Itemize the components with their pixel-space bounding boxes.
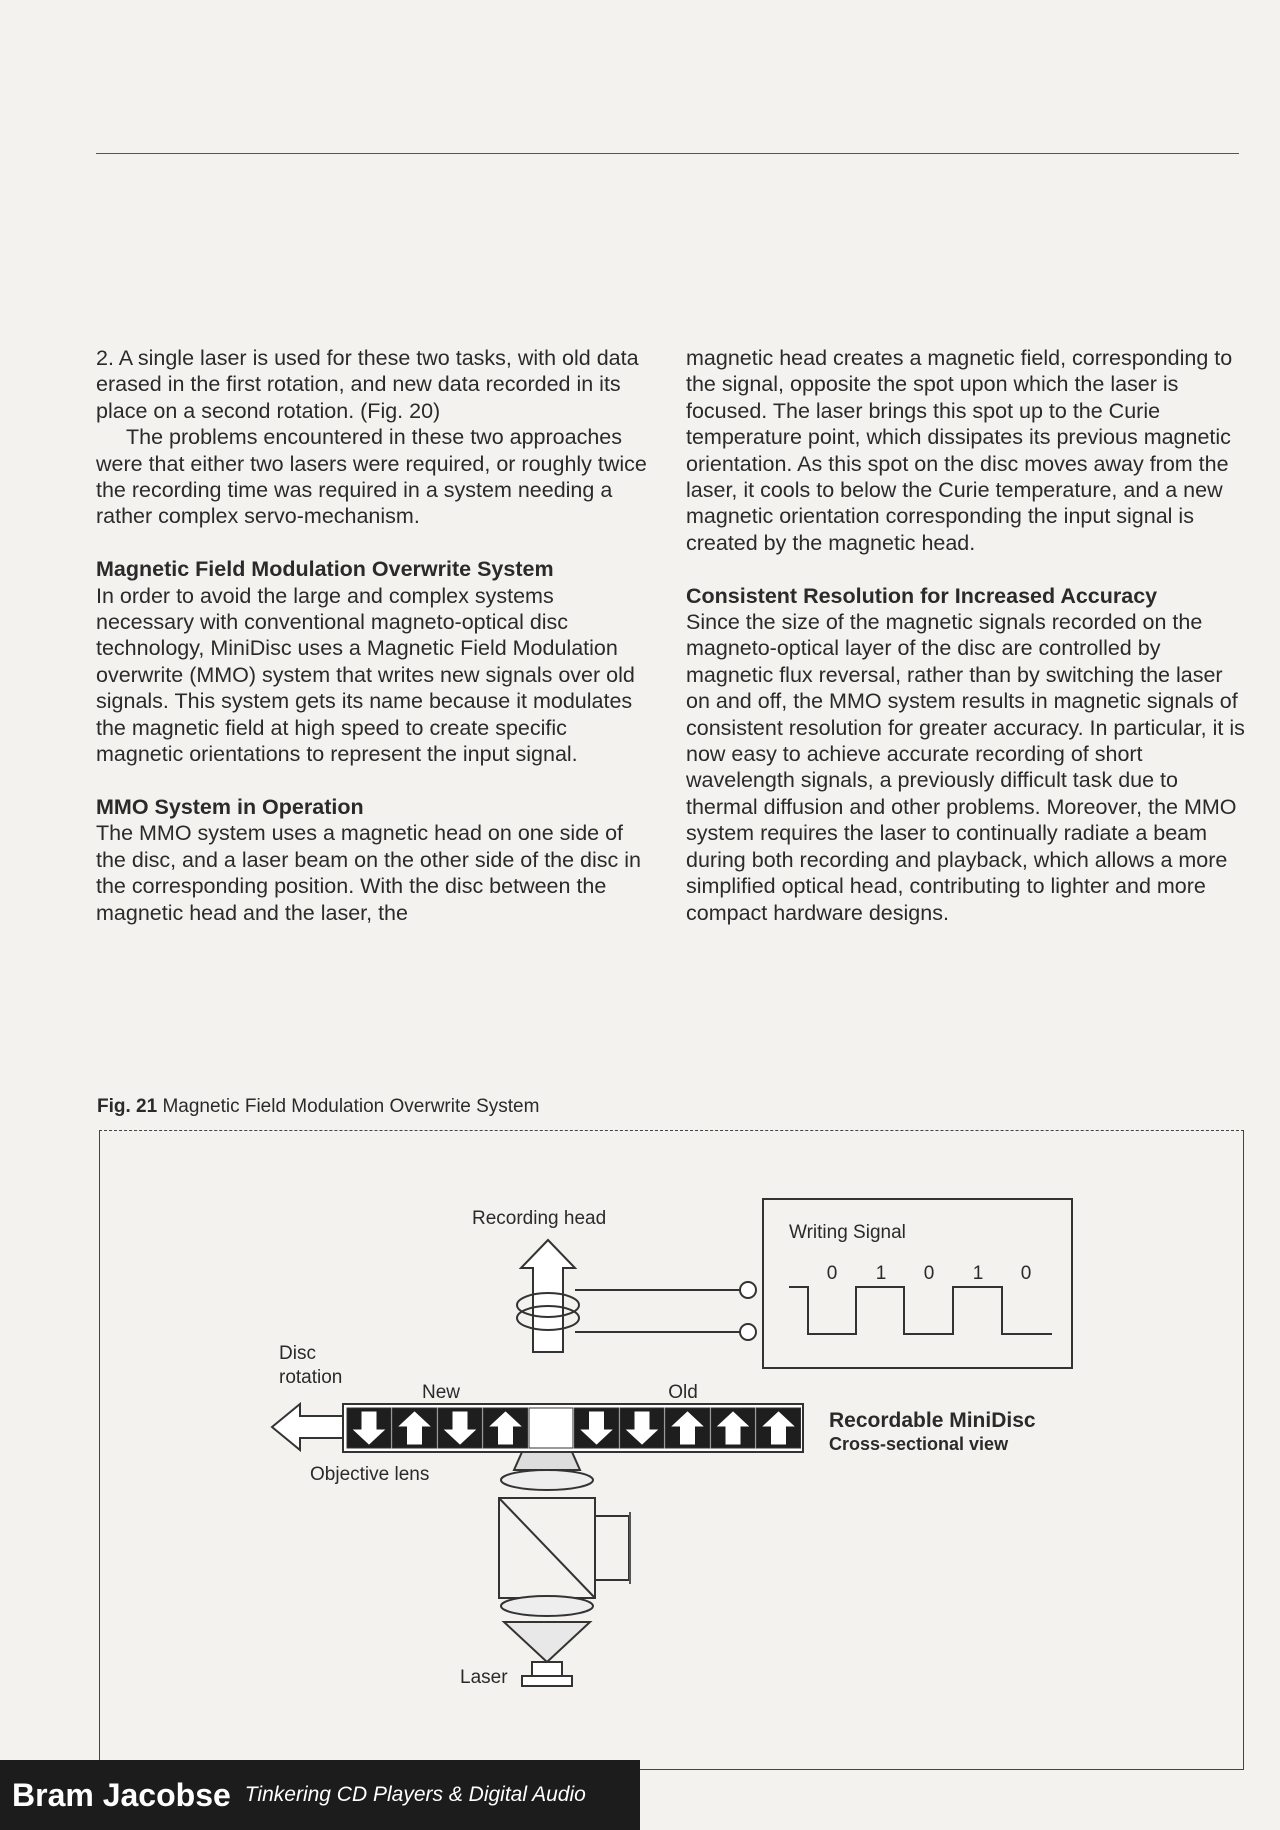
disc-rotation-label: rotation	[279, 1367, 343, 1388]
paragraph: magnetic head creates a magnetic field, corresponding to the signal, opposite the spot upon which the laser is focused. The laser brings this spot up to the Curie temperature point, which dissipates its previous magnetic orientation. As this spot on the disc moves away from the laser, it cools to below the Curie temperature, and a new magnetic orientation corresponding the input signal is created by the magnetic head.	[686, 346, 1233, 555]
section-heading: Magnetic Field Modulation Overwrite System	[96, 557, 554, 582]
laser-icon	[532, 1662, 562, 1676]
lens-icon	[501, 1596, 593, 1616]
author-name: Bram Jacobse	[12, 1776, 231, 1813]
objective-lens-icon	[514, 1452, 580, 1470]
laser-beam-icon	[504, 1622, 590, 1662]
disc-title: Recordable MiniDisc	[829, 1409, 1036, 1432]
laser-label: Laser	[460, 1667, 508, 1688]
footer-banner	[0, 1760, 640, 1830]
terminal-icon	[740, 1282, 756, 1298]
paragraph: In order to avoid the large and complex systems necessary with conventional magneto-optical disc technology, MiniDisc uses a Magnetic Field Modulation overwrite (MMO) system that writes new signals over old signals. This system gets its name because it modulates the magnetic field at high speed to create specific magnetic orientations to represent the input signal.	[96, 583, 635, 767]
bit-label: 0	[826, 1263, 838, 1284]
paragraph: Since the size of the magnetic signals recorded on the magneto-optical layer of the disc are controlled by magnetic flux reversal, rather than by switching the laser on and off, the MMO system results in magnetic signals of consistent resolution for greater accuracy. In particular, it is now easy to achieve accurate recording of short wavelength signals, a previously difficult task due to thermal diffusion and other problems. Moreover, the MMO system requires the laser to continually radiate a beam during both recording and playback, which allows a more simplified optical head, contributing to lighter and more compact hardware designs.	[686, 610, 1245, 925]
laser-base	[522, 1676, 572, 1686]
figure-title: Magnetic Field Modulation Overwrite System	[162, 1096, 540, 1117]
terminal-icon	[740, 1324, 756, 1340]
old-label: Old	[668, 1382, 698, 1403]
figure-number: Fig. 21	[97, 1096, 158, 1117]
section-heading: Consistent Resolution for Increased Accuracy	[686, 583, 1158, 608]
beam-splitter-icon	[499, 1498, 595, 1598]
detector-icon	[595, 1516, 629, 1580]
domain-cell	[529, 1408, 573, 1448]
tagline: Tinkering CD Players & Digital Audio	[244, 1783, 586, 1806]
paragraph: The problems encountered in these two approaches were that either two lasers were required, or roughly twice the recording time was required in a system needing a rather complex servo-mechanism.	[96, 425, 647, 529]
rotation-arrow-icon	[272, 1404, 343, 1450]
bit-label: 1	[972, 1263, 984, 1284]
lens-icon	[501, 1470, 593, 1490]
square-wave	[789, 1287, 1052, 1334]
bit-label: 0	[923, 1263, 935, 1284]
disc-subtitle: Cross-sectional view	[829, 1434, 1009, 1454]
objective-lens-label: Objective lens	[310, 1464, 430, 1485]
paragraph: The MMO system uses a magnetic head on one side of the disc, and a laser beam on the other side of the disc in the corresponding position. With the disc between the magnetic head and the laser, the	[96, 821, 641, 925]
bit-label: 0	[1020, 1263, 1032, 1284]
paragraph: 2. A single laser is used for these two tasks, with old data erased in the first rotation, and new data recorded in its place on a second rotation. (Fig. 20)	[96, 346, 639, 423]
writing-signal-label: Writing Signal	[789, 1222, 906, 1243]
bit-label: 1	[875, 1263, 887, 1284]
recording-head-label: Recording head	[472, 1208, 607, 1229]
detector-edge	[629, 1512, 631, 1584]
new-label: New	[421, 1382, 461, 1403]
disc-rotation-label: Disc	[279, 1343, 316, 1364]
section-heading: MMO System in Operation	[96, 794, 364, 819]
